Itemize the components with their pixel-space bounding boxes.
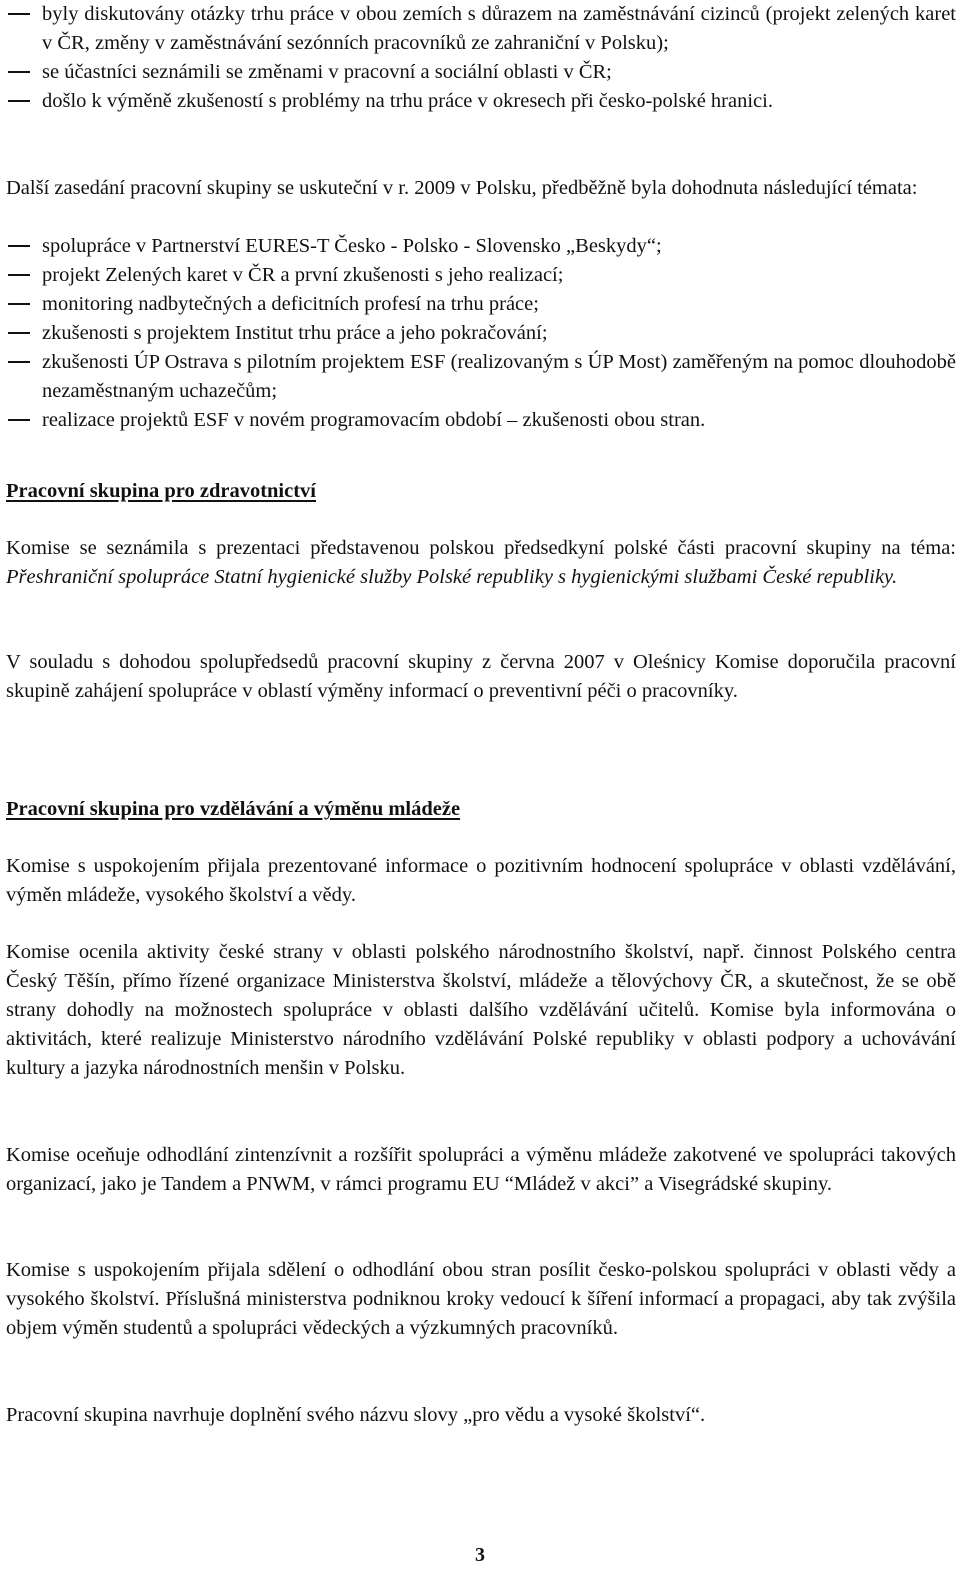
list-item	[6, 87, 956, 116]
dash-bullet	[8, 332, 30, 334]
list-item-text: zkušenosti ÚP Ostrava s pilotním projektem ESF (realizovaným s ÚP Most) zaměřeným na pomoc dlouhodobě nezaměstnaným uchazečům;	[42, 351, 956, 402]
youth-paragraph-5: Pracovní skupina navrhuje doplnění svého názvu slovy „pro vědu a vysoké školství“.	[6, 1404, 706, 1426]
section-heading-youth: Pracovní skupina pro vzdělávání a výměnu mládeže	[6, 798, 461, 820]
dash-bullet	[8, 245, 30, 247]
health-paragraph-1	[6, 534, 956, 592]
list-item	[6, 0, 956, 58]
youth-paragraph-4: Komise s uspokojením přijala sdělení o odhodlání obou stran posílit česko-polskou spolupráci v oblasti vědy a vysokého školství. Příslušná ministerstva podniknou kroky vedoucí k šíření informací a propagaci, aby tak zvýšila objem výměn studentů a spolupráci vědeckých a výzkumných pracovníků.	[6, 1259, 956, 1339]
list-item-text: monitoring nadbytečných a deficitních profesí na trhu práce;	[42, 293, 539, 315]
list-item-text: projekt Zelených karet v ČR a první zkušenosti s jeho realizací;	[42, 264, 564, 286]
list-item	[6, 290, 956, 319]
youth-paragraph-3: Komise oceňuje odhodlání zintenzívnit a rozšířit spolupráci a výměnu mládeže zakotvené ve spolupráci takových organizací, jako je Tandem a PNWM, v rámci programu EU “Mládež v akci” a Visegrádské skupiny.	[6, 1144, 956, 1195]
list-item	[6, 232, 956, 261]
list-item-text: se účastníci seznámili se změnami v pracovní a sociální oblasti v ČR;	[42, 61, 612, 83]
topics-list	[6, 232, 956, 435]
health-paragraph-2: V souladu s dohodou spolupředsedů pracovní skupiny z června 2007 v Oleśnicy Komise doporučila pracovní skupině zahájení spolupráce v oblastí výměny informací o preventivní péči o pracovníky.	[6, 651, 956, 702]
list-item	[6, 348, 956, 406]
health-paragraph-1-title: Přeshraniční spolupráce Statní hygienické služby Polské republiky s hygienickými službami České republiky.	[6, 566, 898, 588]
list-item-text: došlo k výměně zkušeností s problémy na trhu práce v okresech při česko-polské hranici.	[42, 90, 773, 112]
dash-bullet	[8, 100, 30, 102]
list-item	[6, 261, 956, 290]
page-number: 3	[475, 1544, 485, 1566]
dash-bullet	[8, 361, 30, 363]
list-item	[6, 406, 956, 435]
list-item	[6, 58, 956, 87]
youth-paragraph-1: Komise s uspokojením přijala prezentované informace o pozitivním hodnocení spolupráce v oblasti vzdělávání, výměn mládeže, vysokého školství a vědy.	[6, 855, 956, 906]
dash-bullet	[8, 419, 30, 421]
dash-bullet	[8, 13, 30, 15]
list-item-text: byly diskutovány otázky trhu práce v obou zemích s důrazem na zaměstnávání cizinců (projekt zelených karet v ČR, změny v zaměstnávání sezónních pracovníků ze zahraniční v Polsku);	[42, 3, 956, 54]
next-meeting-paragraph: Další zasedání pracovní skupiny se uskuteční v r. 2009 v Polsku, předběžně byla dohodnuta následující témata:	[6, 177, 918, 199]
list-item-text: zkušenosti s projektem Institut trhu práce a jeho pokračování;	[42, 322, 548, 344]
youth-paragraph-2: Komise ocenila aktivity české strany v oblasti polského národnostního školství, např. činnost Polského centra Český Těšín, přímo řízené organizace Ministerstva školství, mládeže a tělovýchovy ČR, a skutečnost, že se obě strany dohodly na možnostech spolupráce v oblasti dalšího vzdělávání učitelů. Komise byla informována o aktivitách, které realizuje Ministerstvo národního vzdělávání Polské republiky v oblasti podpory a uchovávání kultury a jazyka národnostních menšin v Polsku.	[6, 941, 956, 1079]
list-item-text: realizace projektů ESF v novém programovacím období – zkušenosti obou stran.	[42, 409, 706, 431]
dash-bullet	[8, 274, 30, 276]
dash-bullet	[8, 71, 30, 73]
health-paragraph-1-lead: Komise se seznámila s prezentaci představenou polskou předsedkyní polské části pracovní skupiny na téma:	[6, 537, 956, 559]
list-top	[6, 0, 956, 116]
list-item-text: spolupráce v Partnerství EURES-T Česko - Polsko - Slovensko „Beskydy“;	[42, 235, 662, 257]
dash-bullet	[8, 303, 30, 305]
section-heading-health: Pracovní skupina pro zdravotnictví	[6, 480, 316, 502]
list-item	[6, 319, 956, 348]
